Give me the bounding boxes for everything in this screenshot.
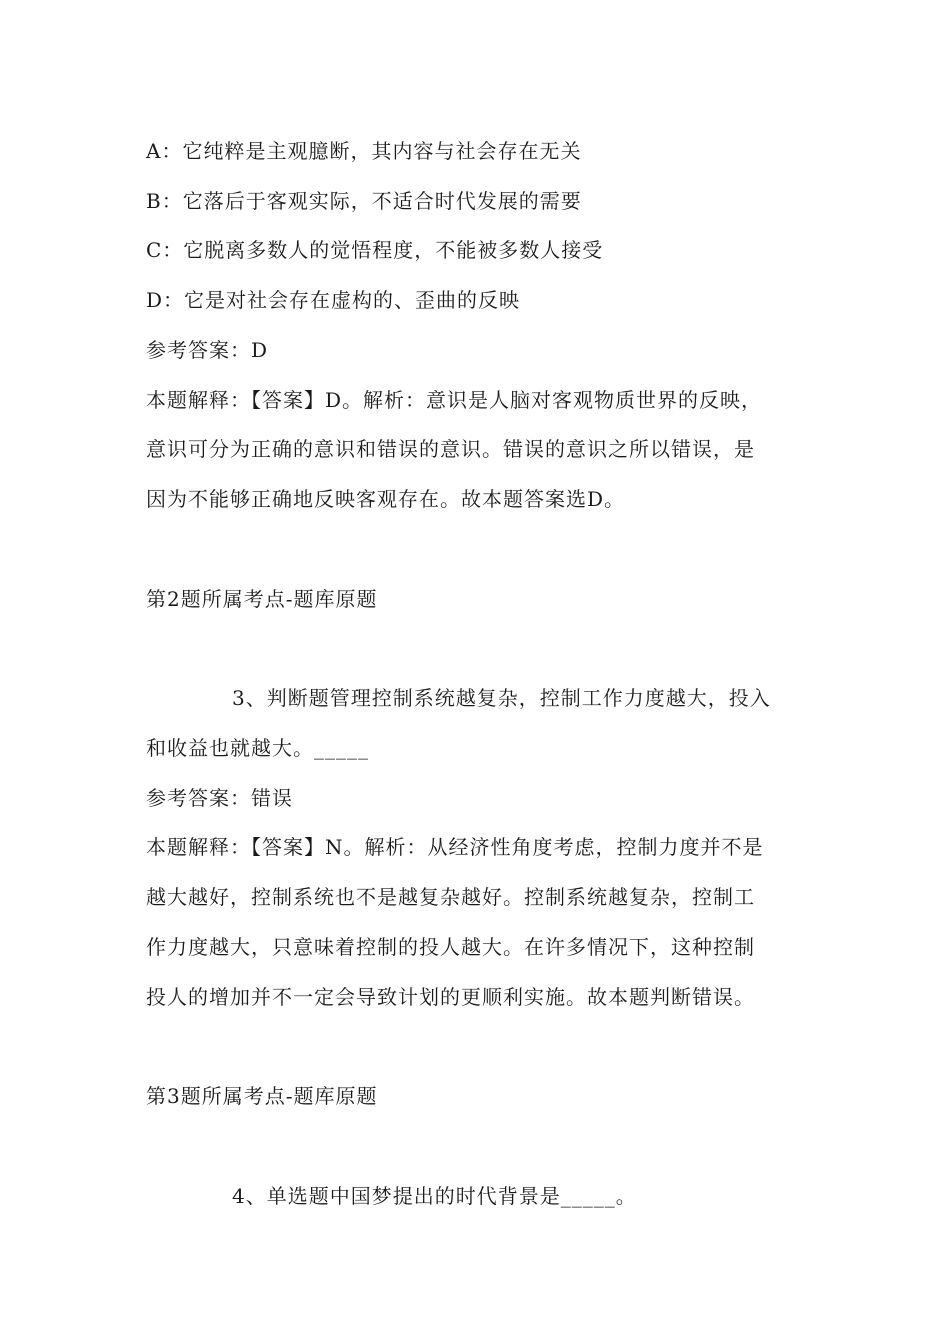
explanation-line: 越大越好，控制系统也不是越复杂越好。控制系统越复杂，控制工 <box>146 885 755 909</box>
explanation-line: 本题解释：【答案】D。解析：意识是人脑对客观物质世界的反映， <box>146 388 763 412</box>
question-text: 3、判断题管理控制系统越复杂，控制工作力度越大，投入 <box>232 686 771 710</box>
answer-q2: 参考答案：D <box>146 338 269 362</box>
explanation-line: 本题解释：【答案】N。解析：从经济性角度考虑，控制力度并不是 <box>146 835 764 859</box>
answer-q3: 参考答案：错误 <box>146 786 293 810</box>
explanation-line: 投人的增加并不一定会导致计划的更顺利实施。故本题判断错误。 <box>146 985 755 1009</box>
question-text: 和收益也就越大。_____ <box>146 736 369 760</box>
topic-label: 第3题所属考点-题库原题 <box>146 1084 378 1108</box>
option-d: D：它是对社会存在虚构的、歪曲的反映 <box>146 288 521 312</box>
question-text: 4、单选题中国梦提出的时代背景是_____。 <box>232 1184 637 1208</box>
explanation-line: 作力度越大，只意味着控制的投人越大。在许多情况下，这种控制 <box>146 935 755 959</box>
explanation-line: 意识可分为正确的意识和错误的意识。错误的意识之所以错误，是 <box>146 437 755 461</box>
option-a: A：它纯粹是主观臆断，其内容与社会存在无关 <box>146 139 582 163</box>
explanation-line: 因为不能够正确地反映客观存在。故本题答案选D。 <box>146 487 626 511</box>
option-b: B：它落后于客观实际，不适合时代发展的需要 <box>146 189 582 213</box>
topic-label: 第2题所属考点-题库原题 <box>146 587 378 611</box>
option-c: C：它脱离多数人的觉悟程度，不能被多数人接受 <box>146 238 604 262</box>
